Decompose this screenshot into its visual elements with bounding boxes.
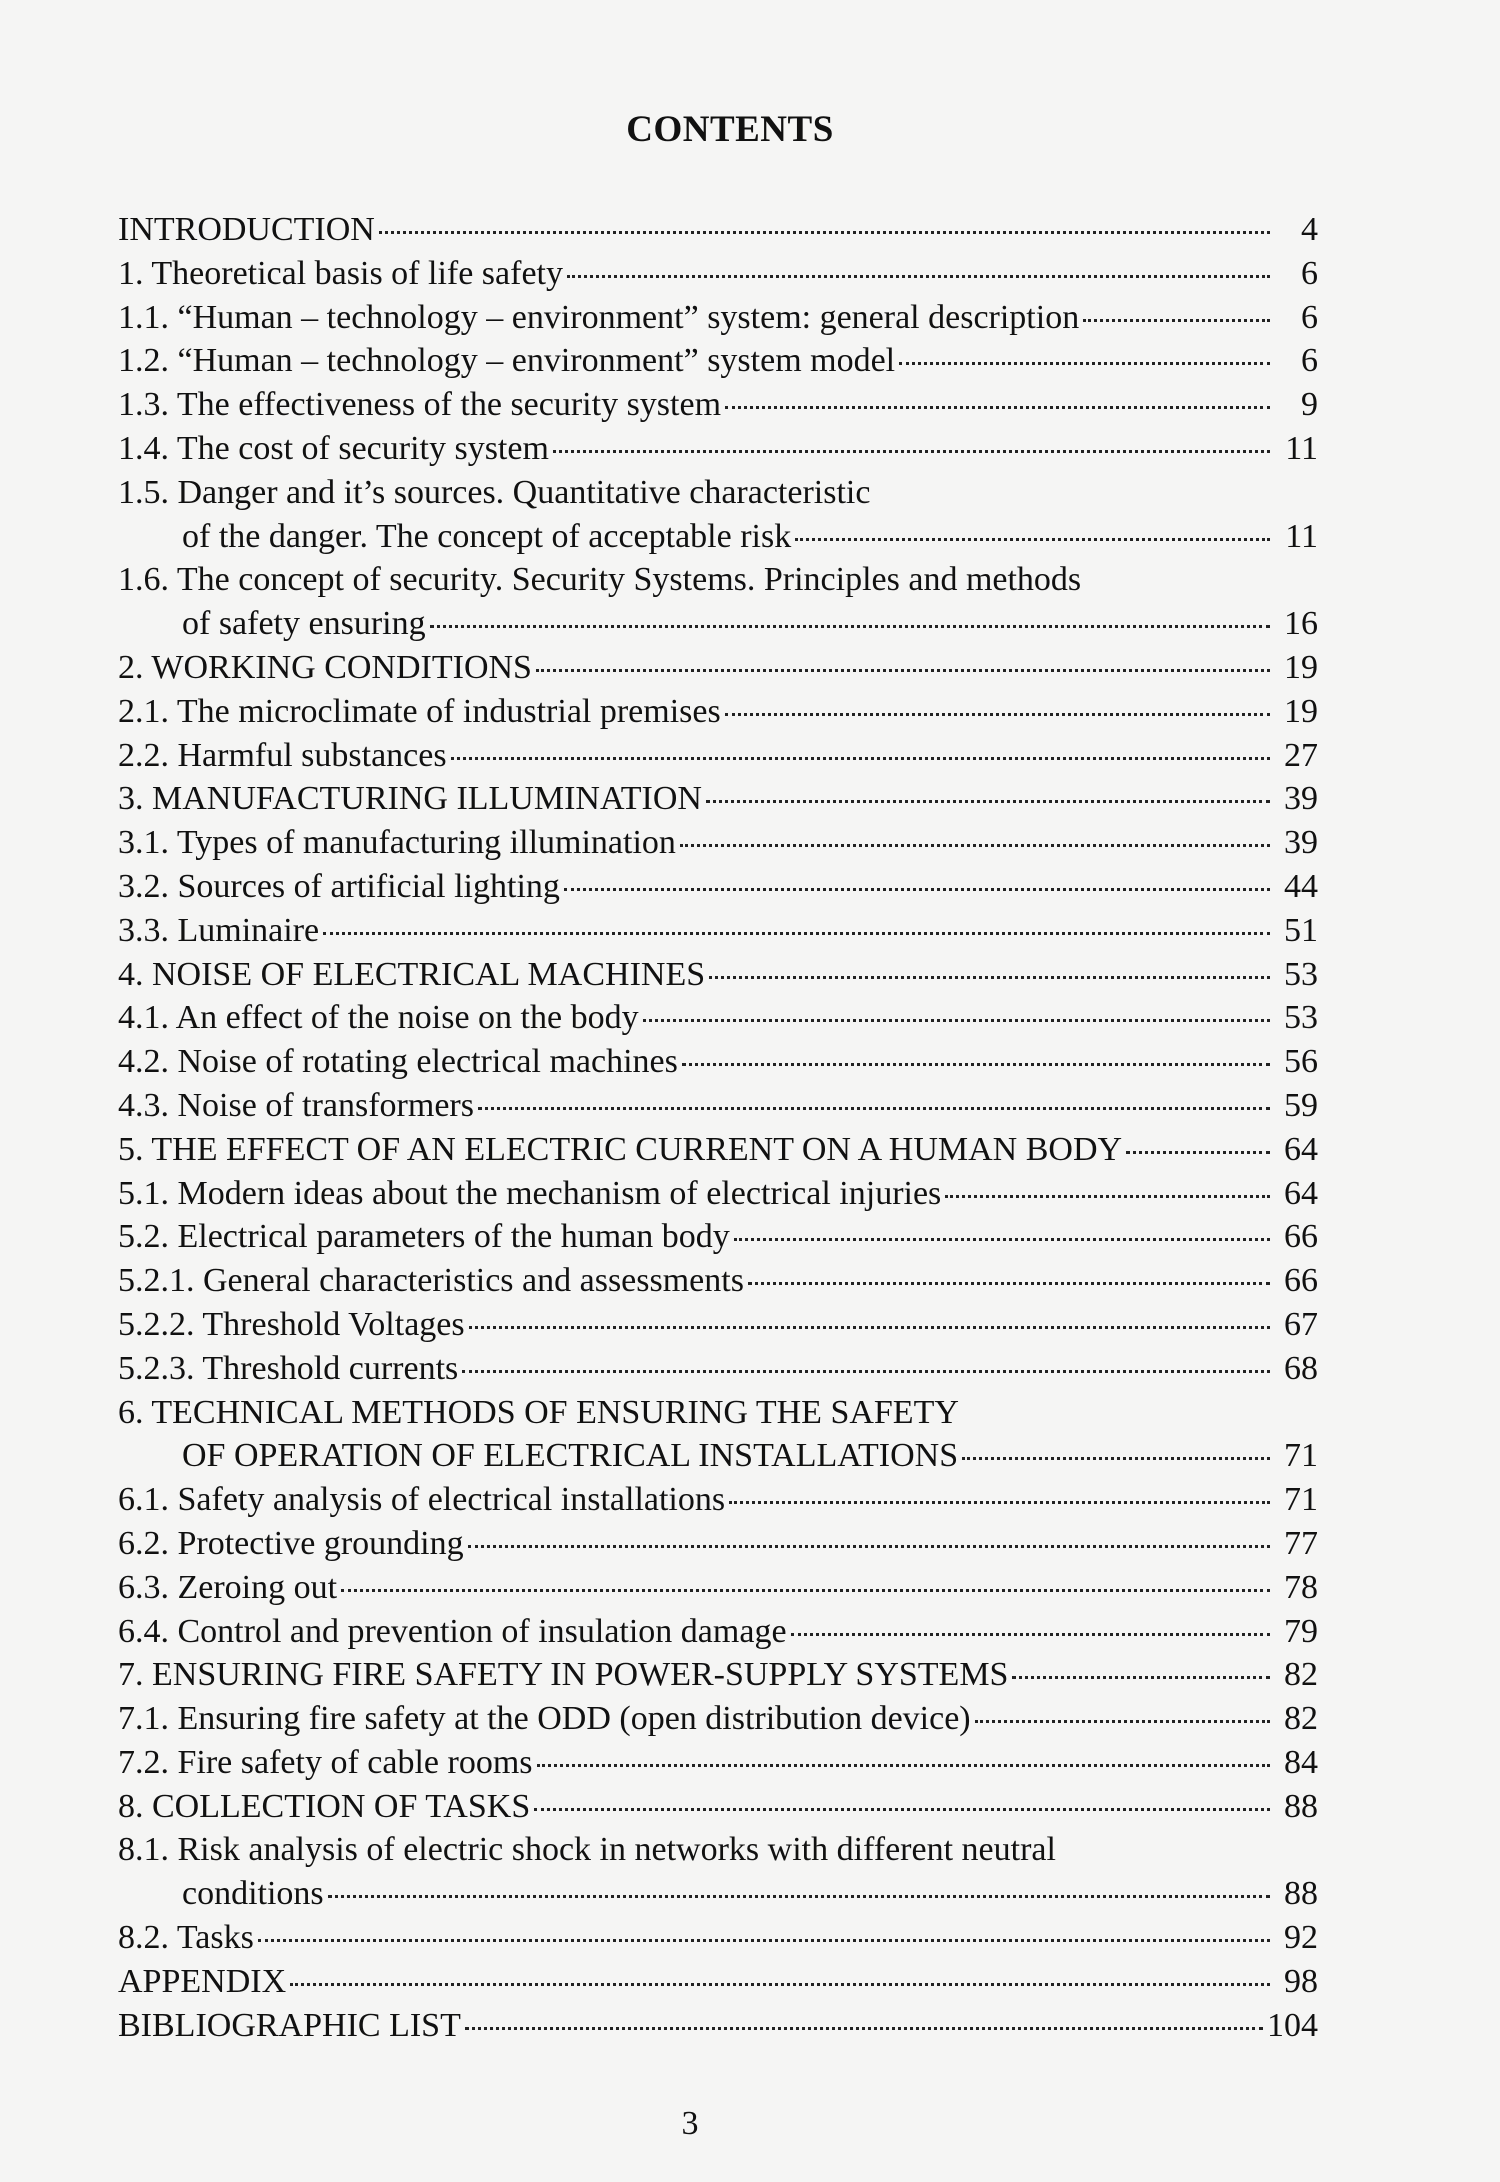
toc-entry <box>118 1172 1318 1216</box>
toc-entry-label: 1.5. Danger and it’s sources. Quantitative characteristic <box>118 473 871 511</box>
toc-entry-page: 64 <box>1284 1130 1318 1168</box>
toc-entry-label: 8.1. Risk analysis of electric shock in networks with different neutral <box>118 1831 1056 1869</box>
dot-leader <box>328 1895 1270 1898</box>
toc-entry <box>118 1697 1318 1741</box>
toc-entry-label: INTRODUCTION <box>118 211 375 248</box>
toc-entry-label: 1.4. The cost of security system <box>118 429 549 467</box>
toc-entry <box>118 996 1318 1040</box>
toc-entry-label: 5.2.2. Threshold Voltages <box>118 1305 465 1343</box>
toc-entry <box>118 865 1318 909</box>
toc-entry <box>118 734 1318 778</box>
toc-entry-label: 6.1. Safety analysis of electrical installations <box>118 1481 726 1519</box>
toc-entry-page: 6 <box>1301 298 1318 336</box>
toc-entry <box>118 1084 1318 1128</box>
toc-entry-label: 2.1. The microclimate of industrial premises <box>118 692 721 730</box>
toc-entry-label: 1.2. “Human – technology – environment” system model <box>118 342 896 380</box>
toc-entry-label: 6. TECHNICAL METHODS OF ENSURING THE SAFETY <box>118 1393 959 1431</box>
toc-entry-page: 39 <box>1284 780 1318 818</box>
toc-entry <box>118 1478 1318 1522</box>
toc-entry-page: 92 <box>1284 1919 1318 1957</box>
toc-entry <box>118 1128 1318 1172</box>
toc-entry-label: 6.3. Zeroing out <box>118 1568 338 1606</box>
toc-entry-label: 2.2. Harmful substances <box>118 736 447 774</box>
toc-entry-label: 7.1. Ensuring fire safety at the ODD (open distribution device) <box>118 1700 971 1738</box>
table-of-contents <box>118 208 1318 2047</box>
toc-entry-label: 7.2. Fire safety of cable rooms <box>118 1743 533 1781</box>
toc-entry-label: 5. THE EFFECT OF AN ELECTRIC CURRENT ON A HUMAN BODY <box>118 1130 1123 1168</box>
dot-leader <box>430 625 1270 628</box>
toc-entry <box>118 427 1318 471</box>
toc-entry <box>118 1741 1318 1785</box>
dot-leader <box>567 275 1270 278</box>
toc-entry-page: 84 <box>1284 1743 1318 1781</box>
toc-entry-page: 11 <box>1285 429 1318 467</box>
toc-entry-label: BIBLIOGRAPHIC LIST <box>118 2006 461 2044</box>
toc-entry-page: 82 <box>1284 1700 1318 1738</box>
toc-entry-bibliography <box>118 2004 1318 2048</box>
toc-entry-page: 78 <box>1284 1568 1318 1606</box>
toc-entry-page: 6 <box>1301 342 1318 380</box>
dot-leader <box>1083 319 1270 322</box>
dot-leader <box>795 538 1270 541</box>
dot-leader <box>1126 1151 1270 1154</box>
toc-entry-label: conditions <box>182 1875 324 1913</box>
toc-entry <box>118 339 1318 383</box>
toc-entry <box>118 1259 1318 1303</box>
toc-entry-page: 68 <box>1284 1349 1318 1387</box>
toc-entry-label: 5.2. Electrical parameters of the human body <box>118 1218 730 1256</box>
dot-leader <box>536 669 1270 672</box>
toc-entry-page: 16 <box>1284 605 1318 643</box>
dot-leader <box>962 1457 1270 1460</box>
toc-entry-page: 66 <box>1284 1218 1318 1256</box>
dot-leader <box>709 976 1270 979</box>
toc-entry-label: 3.1. Types of manufacturing illumination <box>118 824 676 862</box>
toc-entry-page: 27 <box>1284 736 1318 774</box>
toc-entry-page: 39 <box>1284 824 1318 862</box>
toc-entry-appendix <box>118 1960 1318 2004</box>
toc-entry-page: 19 <box>1284 648 1318 686</box>
dot-leader <box>706 800 1270 803</box>
toc-entry-page: 66 <box>1284 1262 1318 1300</box>
toc-entry-label: 3.2. Sources of artificial lighting <box>118 867 560 905</box>
toc-entry-page: 98 <box>1284 1962 1318 2000</box>
toc-entry-page: 64 <box>1284 1174 1318 1212</box>
toc-entry-label: 1.1. “Human – technology – environment” system: general description <box>118 298 1080 336</box>
toc-entry-continuation <box>118 515 1318 559</box>
dot-leader <box>725 406 1270 409</box>
toc-entry <box>118 1391 1318 1435</box>
toc-entry-label: 5.1. Modern ideas about the mechanism of electrical injuries <box>118 1174 942 1212</box>
toc-entry-label: 3. MANUFACTURING ILLUMINATION <box>118 780 702 818</box>
dot-leader <box>469 1326 1270 1329</box>
toc-entry-page: 53 <box>1284 955 1318 993</box>
dot-leader <box>468 1545 1270 1548</box>
dot-leader <box>564 888 1270 891</box>
toc-entry-page: 104 <box>1267 2006 1318 2044</box>
dot-leader <box>379 231 1270 234</box>
toc-entry-label: 1.3. The effectiveness of the security system <box>118 386 722 424</box>
page-title: CONTENTS <box>626 109 834 150</box>
toc-entry-label: 3.3. Luminaire <box>118 911 320 949</box>
toc-entry-page: 88 <box>1284 1787 1318 1825</box>
dot-leader <box>945 1195 1270 1198</box>
toc-entry <box>118 296 1318 340</box>
toc-entry <box>118 471 1318 515</box>
toc-entry <box>118 383 1318 427</box>
toc-entry <box>118 1785 1318 1829</box>
toc-entry <box>118 1566 1318 1610</box>
toc-entry-label: 4.1. An effect of the noise on the body <box>118 999 639 1037</box>
toc-entry <box>118 1040 1318 1084</box>
toc-entry-page: 9 <box>1301 386 1318 424</box>
toc-entry <box>118 558 1318 602</box>
toc-entry-label: 8. COLLECTION OF TASKS <box>118 1787 531 1825</box>
dot-leader <box>451 757 1270 760</box>
toc-entry-label: 4. NOISE OF ELECTRICAL MACHINES <box>118 955 706 993</box>
toc-entry-page: 71 <box>1284 1481 1318 1519</box>
toc-entry <box>118 821 1318 865</box>
dot-leader <box>537 1764 1271 1767</box>
toc-entry <box>118 1215 1318 1259</box>
toc-entry-label: 8.2. Tasks <box>118 1919 254 1957</box>
dot-leader <box>899 362 1270 365</box>
toc-entry-label: 1.6. The concept of security. Security Systems. Principles and methods <box>118 561 1082 599</box>
toc-entry-page: 53 <box>1284 999 1318 1037</box>
toc-entry <box>118 1522 1318 1566</box>
toc-entry-page: 82 <box>1284 1656 1318 1694</box>
toc-entry-label: 6.2. Protective grounding <box>118 1524 464 1562</box>
dot-leader <box>791 1633 1270 1636</box>
toc-entry-label: 2. WORKING CONDITIONS <box>118 648 532 686</box>
toc-entry-page: 19 <box>1284 692 1318 730</box>
dot-leader <box>975 1720 1270 1723</box>
toc-entry <box>118 909 1318 953</box>
toc-entry <box>118 777 1318 821</box>
toc-entry <box>118 646 1318 690</box>
toc-entry-continuation <box>118 1434 1318 1478</box>
toc-entry-page: 71 <box>1284 1437 1318 1475</box>
dot-leader <box>462 1370 1270 1373</box>
toc-entry-label: 4.2. Noise of rotating electrical machines <box>118 1043 678 1081</box>
dot-leader <box>323 932 1270 935</box>
toc-entry-label: OF OPERATION OF ELECTRICAL INSTALLATIONS <box>182 1437 959 1475</box>
dot-leader <box>553 450 1270 453</box>
dot-leader <box>534 1808 1270 1811</box>
toc-entry-label: of the danger. The concept of acceptable risk <box>182 517 792 555</box>
dot-leader <box>290 1983 1270 1986</box>
toc-entry-label: 5.2.1. General characteristics and assessments <box>118 1262 744 1300</box>
toc-entry-label: 6.4. Control and prevention of insulation damage <box>118 1612 787 1650</box>
toc-entry <box>118 1347 1318 1391</box>
page-number: 3 <box>681 2105 699 2142</box>
toc-entry-page: 88 <box>1284 1875 1318 1913</box>
toc-entry-page: 11 <box>1285 517 1318 555</box>
dot-leader <box>682 1063 1270 1066</box>
toc-entry-page: 6 <box>1301 254 1318 292</box>
toc-entry-page: 79 <box>1284 1612 1318 1650</box>
dot-leader <box>643 1019 1270 1022</box>
toc-entry-label: 1. Theoretical basis of life safety <box>118 254 563 292</box>
toc-entry <box>118 252 1318 296</box>
toc-entry-continuation <box>118 1872 1318 1916</box>
toc-entry-label: 7. ENSURING FIRE SAFETY IN POWER-SUPPLY SYSTEMS <box>118 1656 1009 1694</box>
toc-entry-introduction <box>118 208 1318 252</box>
toc-entry-label: APPENDIX <box>118 1962 287 2000</box>
dot-leader <box>1012 1676 1270 1679</box>
dot-leader <box>729 1501 1270 1504</box>
dot-leader <box>258 1939 1270 1942</box>
toc-entry-label: 4.3. Noise of transformers <box>118 1086 474 1124</box>
toc-entry-page: 4 <box>1301 211 1318 248</box>
toc-entry-page: 67 <box>1284 1305 1318 1343</box>
toc-entry <box>118 1653 1318 1697</box>
dot-leader <box>725 713 1270 716</box>
toc-entry-continuation <box>118 602 1318 646</box>
toc-entry <box>118 1610 1318 1654</box>
toc-entry <box>118 1828 1318 1872</box>
toc-entry-page: 77 <box>1284 1524 1318 1562</box>
toc-entry <box>118 1303 1318 1347</box>
toc-entry-label: 5.2.3. Threshold currents <box>118 1349 459 1387</box>
dot-leader <box>478 1107 1270 1110</box>
toc-entry <box>118 690 1318 734</box>
dot-leader <box>680 844 1270 847</box>
toc-entry <box>118 1916 1318 1960</box>
dot-leader <box>734 1238 1270 1241</box>
toc-entry <box>118 953 1318 997</box>
dot-leader <box>465 2027 1263 2030</box>
toc-entry-page: 44 <box>1284 867 1318 905</box>
toc-entry-page: 59 <box>1284 1086 1318 1124</box>
dot-leader <box>341 1589 1270 1592</box>
toc-entry-page: 51 <box>1284 911 1318 949</box>
toc-entry-page: 56 <box>1284 1043 1318 1081</box>
dot-leader <box>748 1282 1270 1285</box>
toc-entry-label: of safety ensuring <box>182 605 426 643</box>
